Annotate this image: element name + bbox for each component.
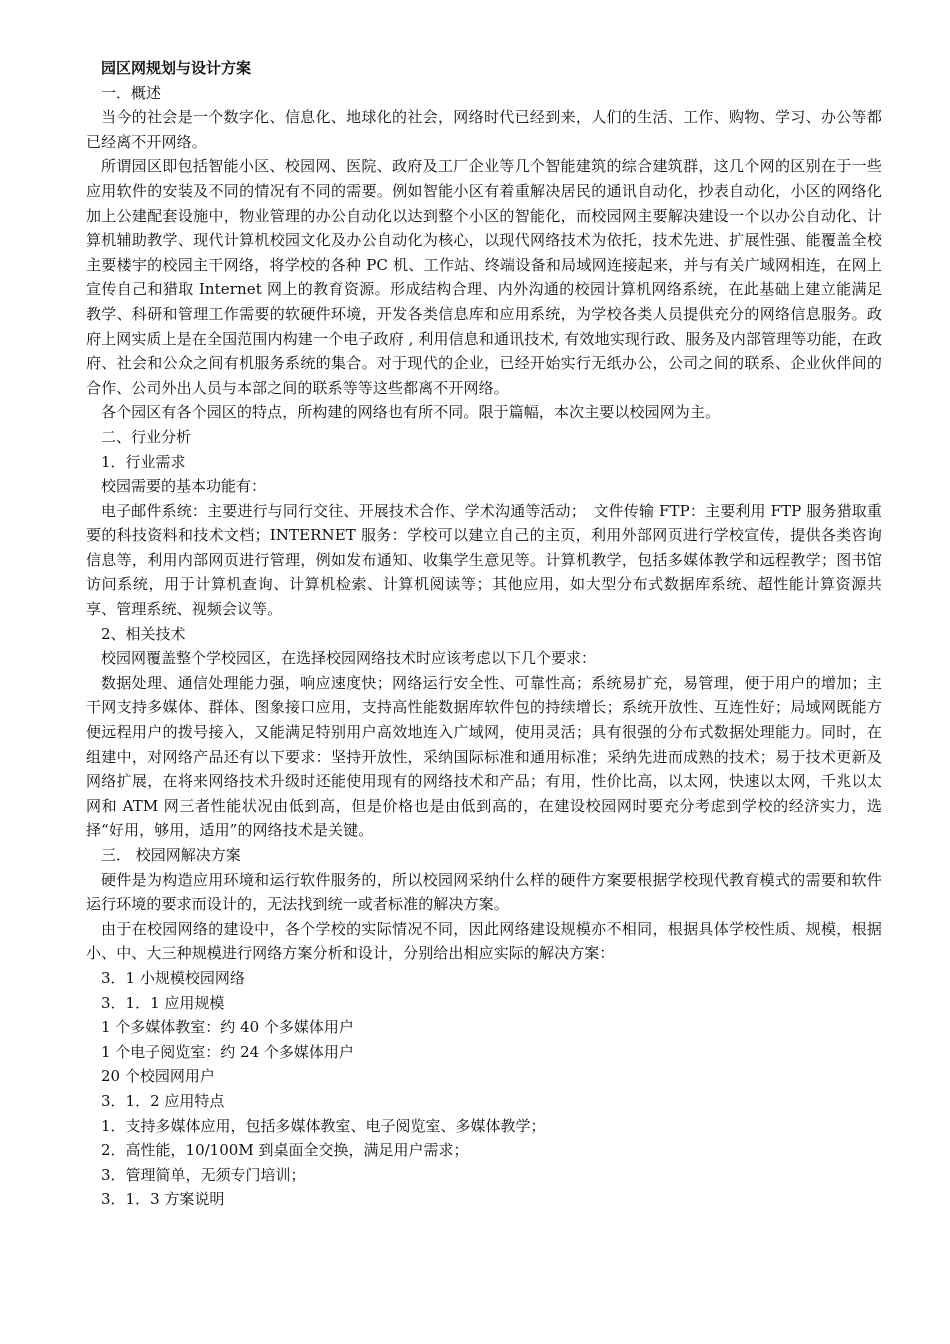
section-line: 校园需要的基本功能有： — [101, 477, 267, 496]
document-title: 园区网规划与设计方案 — [101, 59, 252, 77]
section-line: 3．1．2 应用特点 — [101, 1091, 225, 1110]
document-body — [86, 81, 882, 1212]
section-line: 20 个校园网用户 — [101, 1067, 215, 1086]
paragraph: 当今的社会是一个数字化、信息化、地球化的社会，网络时代已经到来，人们的生活、工作、购物、学习、办公等都已经离不开网络。 — [86, 108, 882, 151]
section-line: 2、相关技术 — [101, 624, 186, 643]
section-line: 3．1．1 应用规模 — [101, 993, 225, 1012]
paragraph: 硬件是为构造应用环境和运行软件服务的，所以校园网采纳什么样的硬件方案要根据学校现代教育模式的需要和软件运行环境的要求而设计的，无法找到统一或者标准的解决方案。 — [86, 870, 882, 914]
section-line: 1．支持多媒体应用，包括多媒体教室、电子阅览室、多媒体教学； — [101, 1116, 546, 1135]
section-line: 校园网覆盖整个学校园区，在选择校园网络技术时应该考虑以下几个要求： — [101, 649, 597, 668]
section-line: 1 个多媒体教室：约 40 个多媒体用户 — [101, 1018, 354, 1037]
section-line: 1．行业需求 — [101, 452, 186, 471]
paragraph: 电子邮件系统：主要进行与同行交往、开展技术合作、学术沟通等活动； 文件传输 FTP：主要利用 FTP 服务猎取重要的科技资料和技术文档；INTERNET 服务：学校可以建立自己的主页，利用外部网页进行学校宣传，提供各类咨询信息等，利用内部网页进行管理，例如发布通知、收集学生意见等。计算机教学，包括多媒体教学和远程教学；图书馆访问系统，用于计算机查询、计算机检索、计算机阅读等；其他应用，如大型分布式数据库系统、超性能计算资源共享、管理系统、视频会议等。 — [86, 501, 882, 619]
section-line: 3．1．3 方案说明 — [101, 1190, 225, 1209]
section-line: 3．管理简单，无须专门培训； — [101, 1165, 306, 1184]
section-line: 1 个电子阅览室：约 24 个多媒体用户 — [101, 1042, 354, 1061]
paragraph: 所谓园区即包括智能小区、校园网、医院、政府及工厂企业等几个智能建筑的综合建筑群，这几个网的区别在于一些应用软件的安装及不同的情况有不同的需要。例如智能小区有着重解决居民的通讯自动化，抄表自动化，小区的网络化加上公建配套设施中，物业管理的办公自动化以达到整个小区的智能化，而校园网主要解决建设一个以办公自动化、计算机辅助教学、现代计算机校园文化及办公自动化为核心，以现代网络技术为依托，技术先进、扩展性强、能覆盖全校主要楼宇的校园主干网络，将学校的各种 PC 机、工作站、终端设备和局域网连接起来，并与有关广域网相连，在网上宣传自己和猎取 Internet 网上的教育资源。形成结构合理、内外沟通的校园计算机网络系统，在此基础上建立能满足教学、科研和管理工作需要的软硬件环境，开发各类信息库和应用系统，为学校各类人员提供充分的网络信息服务。政府上网实质上是在全国范围内构建一个电子政府 , 利用信息和通讯技术, 有效地实现行政、服务及内部管理等功能，在政府、社会和公众之间有机服务系统的集合。对于现代的企业，已经开始实行无纸办公，公司之间的联系、企业伙伴间的合作、公司外出人员与本部之间的联系等等这些都离不开网络。 — [86, 157, 882, 397]
section-line: 二、行业分析 — [101, 427, 192, 446]
section-line: 2．高性能，10/100M 到桌面全交换，满足用户需求； — [101, 1141, 469, 1160]
paragraph: 由于在校园网络的建设中，各个学校的实际情况不同，因此网络建设规模亦不相同，根据具体学校性质、规模，根据小、中、大三种规模进行网络方案分析和设计，分别给出相应实际的解决方案： — [86, 919, 882, 963]
paragraph: 各个园区有各个园区的特点，所构建的网络也有所不同。限于篇幅，本次主要以校园网为主。 — [101, 403, 721, 422]
section-line: 3．1 小规模校园网络 — [101, 968, 245, 987]
paragraph: 数据处理、通信处理能力强，响应速度快；网络运行安全性、可靠性高；系统易扩充，易管理，便于用户的增加；主干网支持多媒体、群体、图象接口应用，支持高性能数据库软件包的持续增长；系统开放性、互连性好；局域网既能方便远程用户的拨号接入，又能满足特别用户高效地连入广域网，使用灵活；具有很强的分布式数据处理能力。同时，在组建中，对网络产品还有以下要求：坚持开放性，采纳国际标准和通用标准；采纳先进而成熟的技术；易于技术更新及网络扩展，在将来网络技术升级时还能使用现有的网络技术和产品；有用，性价比高，以太网，快速以太网，千兆以太网和 ATM 网三者性能状况由低到高，但是价格也是由低到高的，在建设校园网时要充分考虑到学校的经济实力，选择“好用，够用，适用”的网络技术是关键。 — [86, 673, 882, 840]
section-line: 三． 校园网解决方案 — [101, 846, 241, 864]
section-line: 一．概述 — [101, 83, 162, 102]
